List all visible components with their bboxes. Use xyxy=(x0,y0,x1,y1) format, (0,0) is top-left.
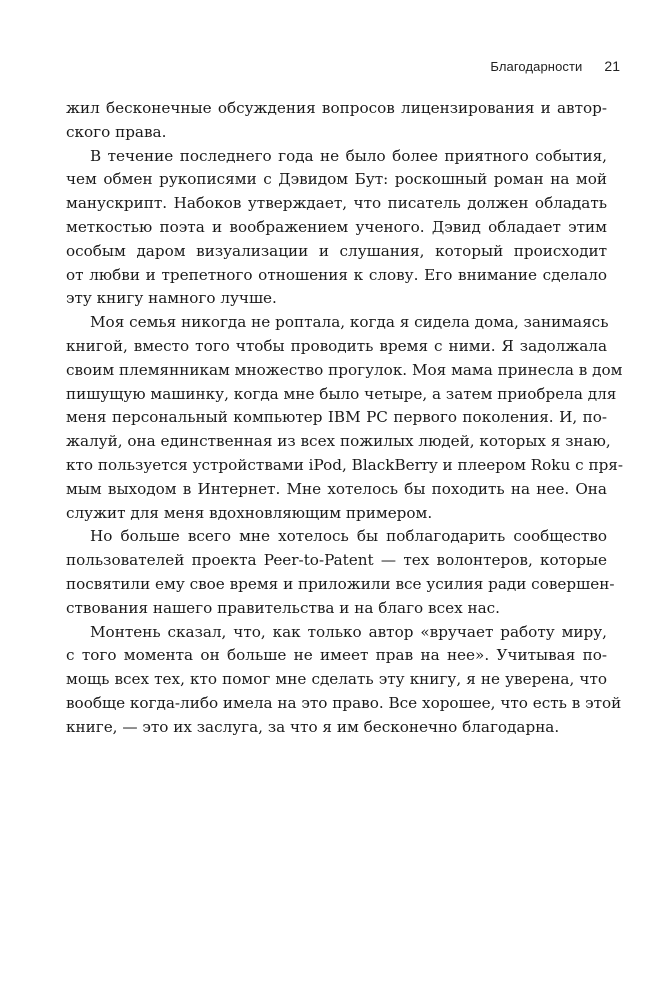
text-line: пользователей проекта Peer-to-Patent — тех волонтеров, которые xyxy=(66,551,607,570)
text-line: своим племянникам множество прогулок. Моя мама принесла в дом xyxy=(66,360,623,379)
text-line: Но больше всего мне хотелось бы поблагодарить сообщество xyxy=(90,527,607,546)
text-line: Моя семья никогда не роптала, когда я сидела дома, занимаясь xyxy=(90,313,609,332)
text-line: мощь всех тех, кто помог мне сделать эту книгу, я не уверена, что xyxy=(66,670,607,689)
body-text xyxy=(66,97,624,740)
text-line: вообще когда-либо имела на это право. Все хорошее, что есть в этой xyxy=(66,693,622,712)
text-line: меткостью поэта и воображением ученого. Дэвид обладает этим xyxy=(66,217,607,236)
text-line: от любви и трепетного отношения к слову. Его внимание сделало xyxy=(66,265,607,284)
paragraph-4 xyxy=(66,525,615,620)
text-line: служит для меня вдохновляющим примером. xyxy=(66,503,433,522)
text-line: ского права. xyxy=(66,122,167,141)
text-line: пишущую машинку, когда мне было четыре, а затем приобрела для xyxy=(66,384,617,403)
text-line: особым даром визуализации и слушания, который происходит xyxy=(66,241,607,260)
paragraph-1 xyxy=(66,97,607,145)
text-line: чем обмен рукописями с Дэвидом Бут: роскошный роман на мой xyxy=(66,170,607,189)
text-line: книгой, вместо того чтобы проводить время с ними. Я задолжала xyxy=(66,336,607,355)
section-title: Благодарности xyxy=(490,59,583,74)
text-line: посвятили ему свое время и приложили все усилия ради совершен- xyxy=(66,574,615,593)
running-head xyxy=(490,58,620,74)
text-line: с того момента он больше не имеет прав на нее». Учитывая по- xyxy=(66,646,607,665)
text-line: эту книгу намного лучше. xyxy=(66,289,277,308)
text-line: жил бесконечные обсуждения вопросов лицензирования и автор- xyxy=(66,99,607,117)
text-line: книге, — это их заслуга, за что я им бесконечно благодарна. xyxy=(66,717,560,736)
paragraph-5 xyxy=(66,621,622,740)
paragraph-3 xyxy=(66,311,624,525)
text-line: мым выходом в Интернет. Мне хотелось бы походить на нее. Она xyxy=(66,479,607,498)
text-line: жалуй, она единственная из всех пожилых людей, которых я знаю, xyxy=(66,432,611,451)
text-line: кто пользуется устройствами iPod, BlackBerry и плеером Roku с пря- xyxy=(66,455,624,474)
text-line: В течение последнего года не было более приятного события, xyxy=(90,146,607,165)
text-line: манускрипт. Набоков утверждает, что писатель должен обладать xyxy=(66,194,607,213)
paragraph-2 xyxy=(66,145,607,312)
text-line: меня персональный компьютер IBM PC первого поколения. И, по- xyxy=(66,408,607,427)
page-number: 21 xyxy=(604,58,620,74)
text-line: Монтень сказал, что, как только автор «вручает работу миру, xyxy=(90,622,607,641)
text-line: ствования нашего правительства и на благо всех нас. xyxy=(66,598,500,617)
